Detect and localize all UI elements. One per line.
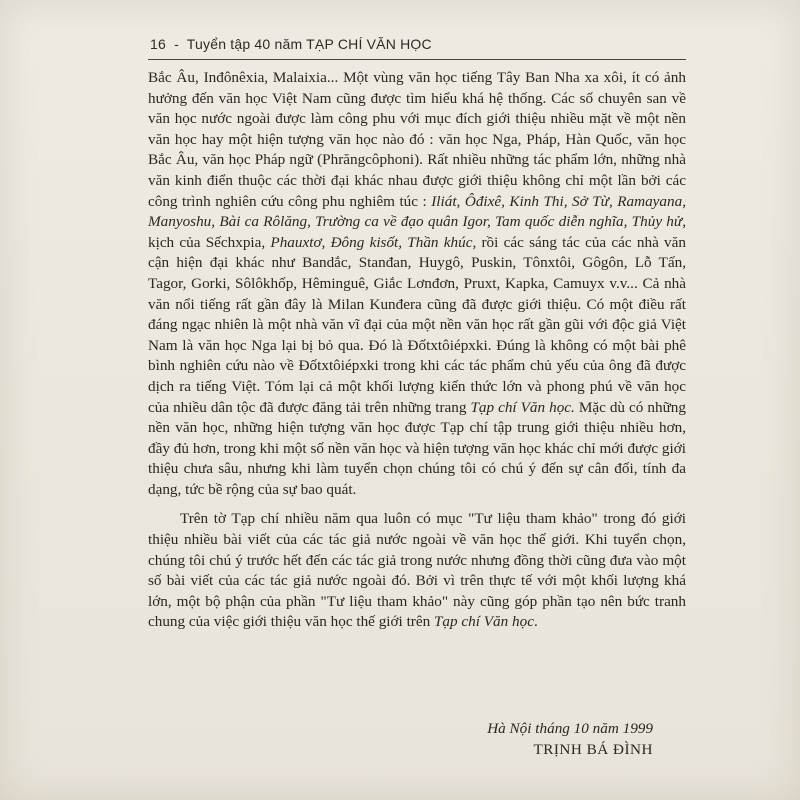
p1-text-4: Mặc dù có những nền văn học, những hiện tượng văn học được Tạp chí tập trung giới thiệu nhiều hơn, đầy đủ hơn, trong khi một số nền văn học và hiện tượng văn học khác chỉ mới được giới thiệu chưa sâu, nhưng khi làm tuyển chọn chúng tôi có chú ý đến sự cân đối, tính đa dạng, tức bề rộng của sự bao quát.	[148, 398, 686, 498]
header-rule	[148, 59, 686, 60]
signature-author: TRỊNH BÁ ĐÌNH	[533, 741, 653, 758]
p1-text-3: rồi các sáng tác của các nhà văn cận hiện đại khác như Bandắc, Stanđan, Huygô, Puskin, Tônxtôi, Gôgôn, Lỗ Tấn, Tagor, Gorki, Sôlôkhốp, Hêminguê, Giắc Lơnđơn, Pruxt, Kapka, Camuyx v.v... Cả nhà văn nổi tiếng rất gần đây là Milan Kunđera cũng đã được giới thiệu. Có một điều rất đáng ngạc nhiên là một nhà văn vĩ đại của một nền văn học rất gần gũi với độc giả Việt Nam là văn học Nga lại bị bỏ qua. Đó là Đốtxtôiépxki. Đúng là không có một bài phê bình nghiên cứu nào về Đốtxtôiépxki trong khi các tác phẩm chủ yếu của ông đã được dịch ra tiếng Việt. Tóm lại cả một khối lượng kiến thức lớn và phong phú về văn học của nhiều dân tộc đã được đăng tải trên những trang	[148, 233, 686, 416]
p1-text-1: Bắc Âu, Inđônêxia, Malaixia... Một vùng văn học tiếng Tây Ban Nha xa xôi, ít có ảnh hưởng đến văn học Việt Nam cũng được tìm hiểu khá hệ thống. Các số chuyên san về văn học nước ngoài được làm công phu với mục đích giới thiệu nhiều mặt về một nền văn học hay một hiện tượng văn học nào đó : văn học Nga, Pháp, Hàn Quốc, văn học Bắc Âu, văn học Pháp ngữ (Phrăngcôphoni). Rất nhiều những tác phẩm lớn, những nhà văn kinh điển thuộc các thời đại khác nhau được giới thiệu không chỉ một lần bởi các công trình nghiên cứu công phu nghiêm túc :	[148, 69, 686, 210]
p1-work-titles-2: Phauxtơ, Đông kisốt, Thần khúc,	[270, 233, 477, 251]
p1-journal-title: Tạp chí Văn học.	[470, 398, 575, 416]
header-separator: -	[174, 36, 179, 52]
signature-block	[148, 718, 653, 760]
body-text	[148, 68, 686, 633]
signature-date: Hà Nội tháng 10 năm 1999	[487, 720, 653, 737]
paragraph-2	[148, 509, 686, 633]
p1-text-2: kịch của Sếchxpia,	[148, 233, 271, 251]
running-header	[150, 36, 670, 52]
paragraph-1	[148, 68, 686, 500]
running-title: Tuyển tập 40 năm TẠP CHÍ VĂN HỌC	[186, 36, 432, 52]
p2-text-1: Trên tờ Tạp chí nhiều năm qua luôn có mục "Tư liệu tham khảo" trong đó giới thiệu nhiều bài viết của các tác giả nước ngoài về văn học thế giới. Khi tuyển chọn, chúng tôi chú ý trước hết đến các tác giả trong nước nhưng đồng thời cũng đưa vào một số bài viết của các tác giả nước ngoài đó. Bởi vì trên thực tế với một khối lượng khá lớn, một bộ phận của phần "Tư liệu tham khảo" này cũng góp phần tạo nên bức tranh chung của việc giới thiệu văn học thế giới trên	[148, 510, 686, 631]
p2-text-2: .	[533, 613, 538, 631]
p1-work-titles-1: Iliát, Ôđixê, Kinh Thi, Sở Từ, Ramayana, Manyoshu, Bài ca Rôlăng, Trường ca về đạo quân Igor, Tam quốc diễn nghĩa, Thủy hử,	[148, 192, 686, 231]
p2-journal-title: Tạp chí Văn học	[433, 613, 534, 631]
page-number: 16	[150, 36, 166, 52]
